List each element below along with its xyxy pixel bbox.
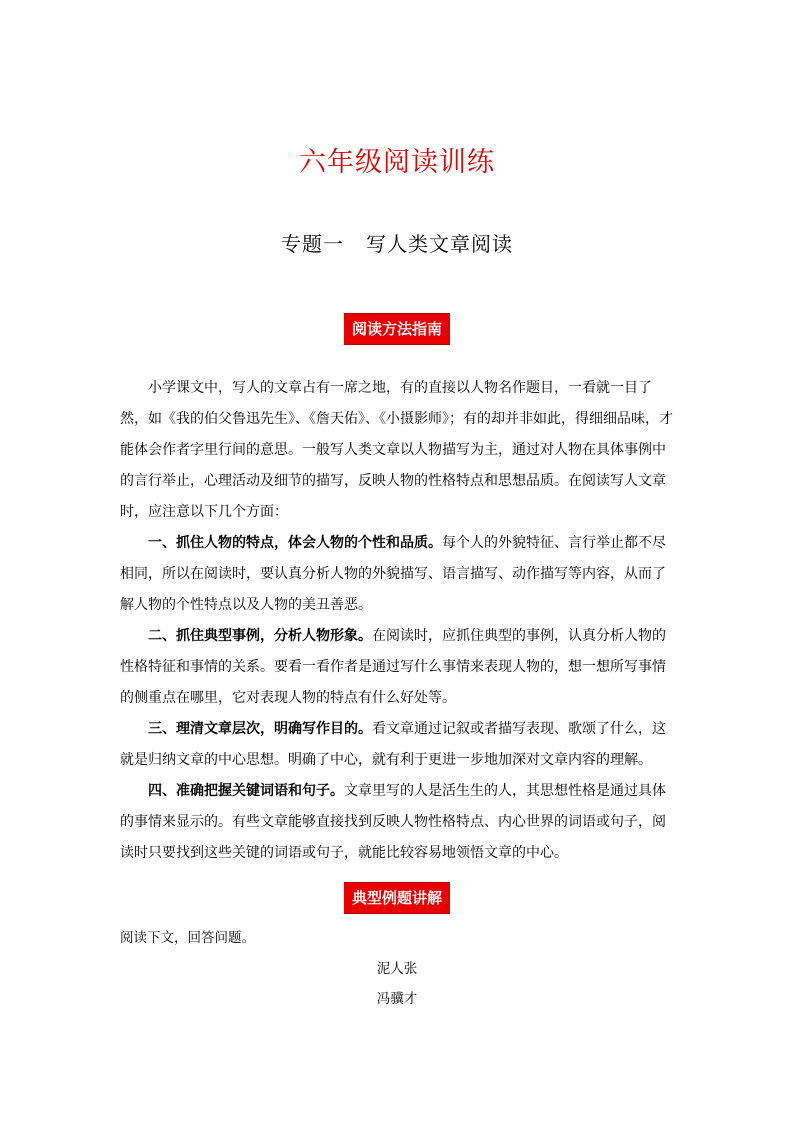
intro-paragraph: 小学课文中，写人的文章占有一席之地，有的直接以人物名作题目，一看就一目了然，如《我的伯父鲁迅先生》、《詹天佑》、《小摄影师》；有的却并非如此，得细细品味，才能体会作者字里行间的意思。一般写人类文章以人物描写为主，通过对人物在具体事例中的言行举止，心理活动及细节的描写，反映人物的性格特点和思想品质。在阅读写人文章时，应注意以下几个方面： [120,380,673,520]
point-text-1: 每个人的外貌特征、言行举止都不尽相同，所以在阅读时，要认真分析人物的外貌描写、语言描写、动作描写等内容，从而了解人物的个性特点以及人物的美丑善恶。 [120,535,666,613]
point-text-4: 文章里写的人是活生生的人，其思想性格是通过具体的事情来显示的。有些文章能够直接找到反映人物性格特点、内心世界的词语或句子，阅读时只要找到这些关键的词语或句子，就能比较容易地领悟文章的中心。 [120,783,666,861]
point-paragraph-3 [120,714,678,776]
point-text-3: 看文章通过记叙或者描写表现、歌颂了什么，这就是归纳文章的中心思想。明确了中心，就有利于更进一步地加深对文章内容的理解。 [120,721,666,768]
subtitle-topic-name: 写人类文章阅读 [366,232,513,256]
point-heading-2: 二、抓住典型事例，分析人物形象。 [148,628,372,644]
section-label-example-text: 典型例题讲解 [344,882,450,914]
section-label-method-text: 阅读方法指南 [344,313,450,345]
point-paragraph-1 [120,528,678,621]
point-heading-4: 四、准确把握关键词语和句子。 [148,783,344,799]
story-title: 泥人张 [376,961,418,977]
subtitle-topic-number: 专题一 [281,232,344,256]
reading-instruction: 阅读下文，回答问题。 [120,930,255,946]
point-heading-1: 一、抓住人物的特点，体会人物的个性和品质。 [148,535,442,551]
point-text-2: 在阅读时，应抓住典型的事例，认真分析人物的性格特征和事情的关系。要看一看作者是通过写什么事情来表现人物的，想一想所写事情的侧重点在哪里，它对表现人物的特点有什么好处等。 [120,628,666,706]
guide-body [120,373,678,869]
page-subtitle [0,228,794,257]
story-author: 冯骥才 [376,991,418,1007]
point-heading-3: 三、理清文章层次，明确写作目的。 [148,721,372,737]
section-label-example [0,882,794,914]
point-paragraph-4 [120,776,678,869]
point-paragraph-2 [120,621,678,714]
section-label-method [0,313,794,345]
page-title: 六年级阅读训练 [299,147,495,178]
